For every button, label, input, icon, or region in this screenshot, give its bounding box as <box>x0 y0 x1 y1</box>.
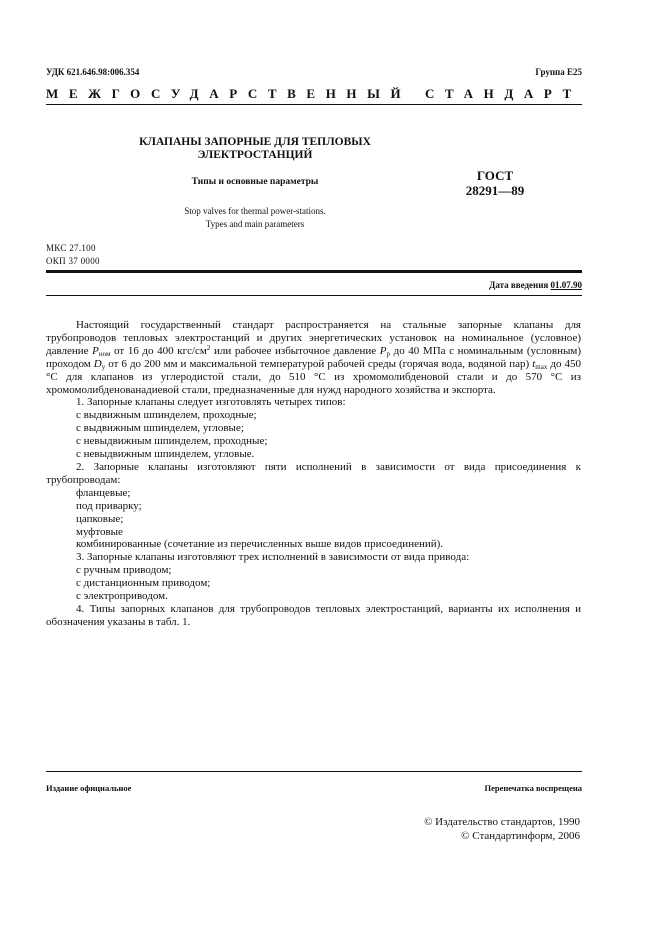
list-item: с дистанционным приводом; <box>76 577 211 590</box>
footer-rule <box>46 771 582 772</box>
section-3-title: 3. Запорные клапаны изготовляют трех исполнений в зависимости от вида привода: <box>76 551 470 564</box>
document-subtitle: Типы и основные параметры <box>191 177 319 187</box>
header-rule <box>46 104 582 105</box>
reprint-prohibited-note: Перепечатка воспрещена <box>484 783 582 793</box>
mks-code: МКС 27.100 <box>46 243 96 253</box>
date-value: 01.07.90 <box>550 280 582 290</box>
classification-codes <box>46 242 100 268</box>
list-item: комбинированные (сочетание из перечисленных выше видов присоединений). <box>76 538 444 551</box>
date-rule <box>46 295 582 296</box>
list-item: с электроприводом. <box>76 590 168 603</box>
official-edition-note: Издание официальное <box>46 783 132 793</box>
list-item: с выдвижным шпинделем, угловые; <box>76 422 244 435</box>
english-title-line-1: Stop valves for thermal power-stations. <box>184 206 326 216</box>
copyright-line-2: © Стандартинформ, 2006 <box>461 830 580 842</box>
list-item: с ручным приводом; <box>76 564 172 577</box>
english-title-line-2: Types and main parameters <box>205 219 305 229</box>
title-rule <box>46 270 582 273</box>
list-item: под приварку; <box>76 499 142 512</box>
list-item: с невыдвижным шпинделем, проходные; <box>76 435 268 448</box>
list-item: муфтовые <box>76 525 123 538</box>
list-item: с невыдвижным шпинделем, угловые. <box>76 448 255 461</box>
gost-label: ГОСТ <box>476 168 514 183</box>
english-title <box>110 205 400 231</box>
document-body <box>46 319 581 629</box>
okp-code: ОКП 37 0000 <box>46 256 100 266</box>
gost-designation <box>440 168 550 198</box>
copyright-line-1: © Издательство стандартов, 1990 <box>424 816 580 828</box>
section-1-title: 1. Запорные клапаны следует изготовлять четырех типов: <box>76 396 346 409</box>
udk-code: УДК 621.646.98:006.354 <box>46 67 140 77</box>
list-item: фланцевые; <box>76 486 131 499</box>
group-code: Группа Е25 <box>535 67 582 77</box>
section-4-paragraph: 4. Типы запорных клапанов для трубопроводов тепловых электростанций, варианты их исполнения и обозначения указаны в табл. 1. <box>46 602 581 628</box>
introduction-date <box>489 280 582 290</box>
copyright-block <box>424 815 580 843</box>
title-line-1: КЛАПАНЫ ЗАПОРНЫЕ ДЛЯ ТЕПЛОВЫХ <box>139 136 371 148</box>
list-item: цапковые; <box>76 512 124 525</box>
section-2-title: 2. Запорные клапаны изготовляют пяти исполнений в зависимости от вида присоединения к трубопроводам: <box>46 460 581 486</box>
title-line-2: ЭЛЕКТРОСТАНЦИЙ <box>197 149 313 161</box>
intro-paragraph: Настоящий государственный стандарт распространяется на стальные запорные клапаны для трубопроводов тепловых электростанций и других энергетических установок на номинальное (условное) давление $P_{ном}$ от 16 до 400 кгс/$см^2$ или рабочее избыточное давление $P_р$ до 40 МПа с номинальным (условным) проходом $D_у$ от 6 до 200 мм и максимальной температурой рабочей среды (горячая вода, водяной пар) $t_{max}$ до 450 °С для клапанов из углеродистой стали, до 510 °С из хромомолибденовой стали и до 570 °С из хромомолибденованадиевой стали, предназначенные для нужд народного хозяйства и экспорта. <box>46 319 581 396</box>
gost-number: 28291—89 <box>465 183 525 198</box>
date-label: Дата введения <box>489 280 549 290</box>
list-item: с выдвижным шпинделем, проходные; <box>76 409 257 422</box>
document-title <box>110 136 400 162</box>
standard-banner: МЕЖГОСУДАРСТВЕННЫЙ СТАНДАРТ <box>46 86 582 101</box>
